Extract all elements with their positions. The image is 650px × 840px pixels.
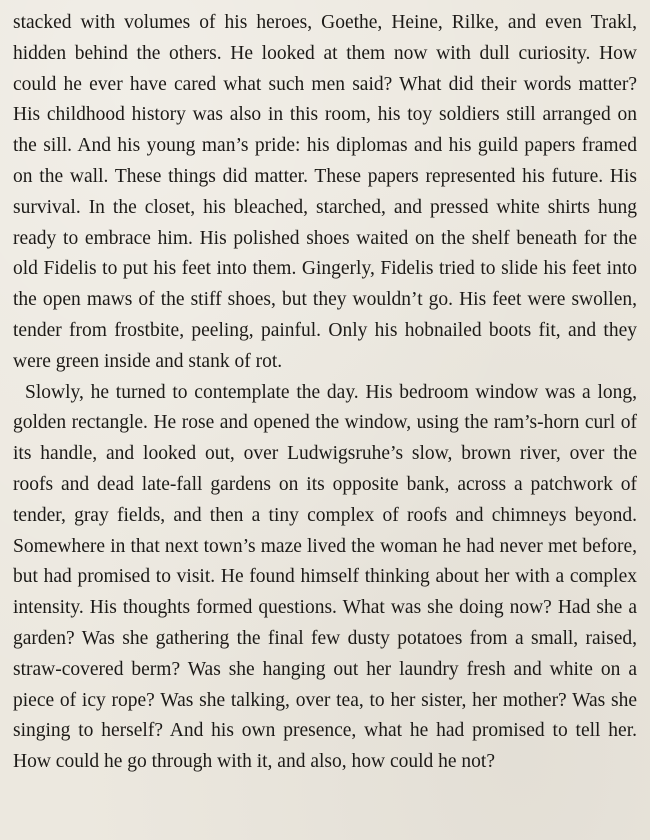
paragraph: stacked with volumes of his heroes, Goethe, Heine, Rilke, and even Trakl, hidden behind the others. He looked at them now with dull curiosity. How could he ever have cared what such men said? What did their words matter? His childhood history was also in this room, his toy soldiers still arranged on the sill. And his young man’s pride: his diplomas and his guild papers framed on the wall. These things did matter. These papers represented his future. His survival. In the closet, his bleached, starched, and pressed white shirts hung ready to embrace him. His polished shoes waited on the shelf beneath for the old Fidelis to put his feet into them. Gingerly, Fidelis tried to slide his feet into the open maws of the stiff shoes, but they wouldn’t go. His feet were swollen, tender from frostbite, peeling, painful. Only his hobnailed boots fit, and they were green inside and stank of rot. bbox=[13, 12, 637, 372]
paragraph: Slowly, he turned to contemplate the day. His bedroom window was a long, golden rectangle. He rose and opened the window, using the ram’s-horn curl of its handle, and looked out, over Ludwigsruhe’s slow, brown river, over the roofs and dead late-fall gardens on its opposite bank, across a patchwork of tender, gray fields, and then a tiny complex of roofs and chimneys beyond. Somewhere in that next town’s maze lived the woman he had never met before, but had promised to visit. He found himself thinking about her with a complex intensity. His thoughts formed questions. What was she doing now? Had she a garden? Was she gathering the final few dusty potatoes from a small, raised, straw-covered berm? Was she hanging out her laundry fresh and white on a piece of icy rope? Was she talking, over tea, to her sister, her mother? Was she singing to herself? And his own presence, what he had promised to tell her. How could he go through with it, and also, how could he not? bbox=[13, 381, 637, 773]
body-text bbox=[13, 8, 637, 778]
